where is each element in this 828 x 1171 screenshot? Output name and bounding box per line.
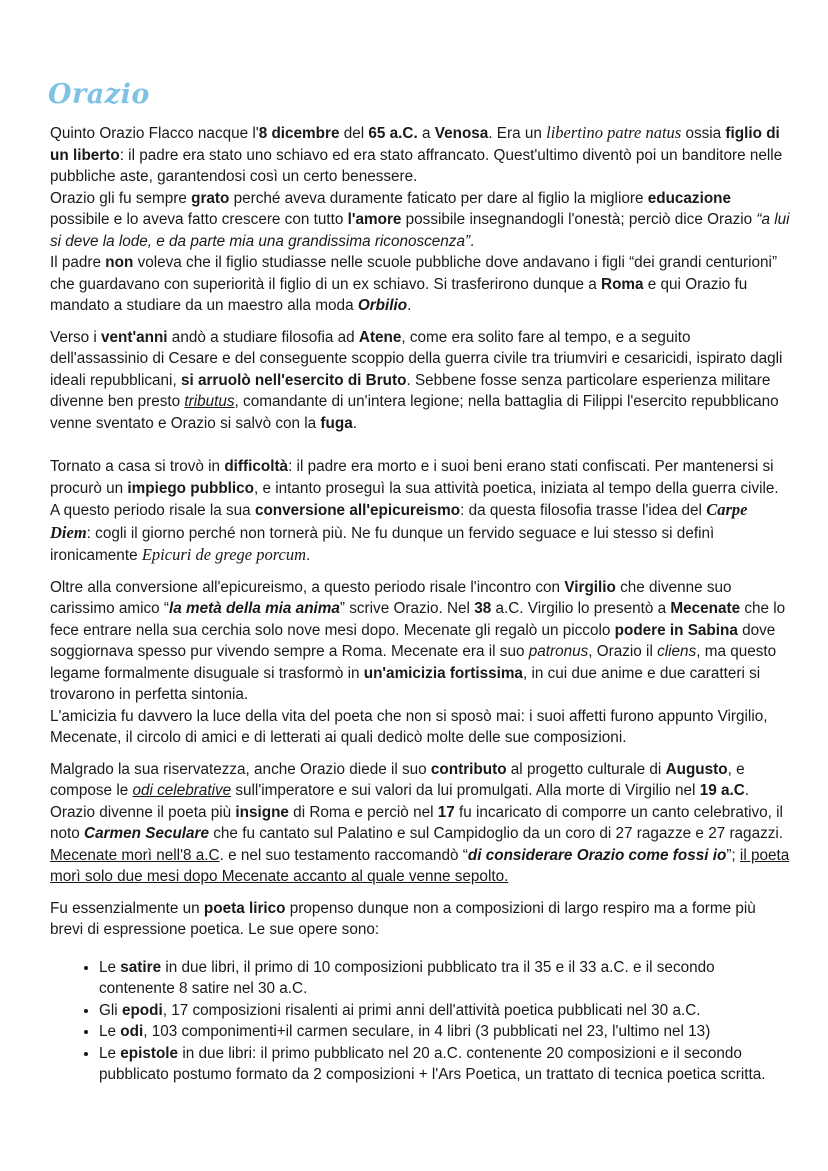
paragraph-works-intro xyxy=(50,898,790,941)
bold-term: l'amore xyxy=(347,211,402,228)
paragraph-birth xyxy=(50,122,790,317)
bold-term: si arruolò nell'esercito di Bruto xyxy=(180,371,407,389)
latin-phrase: libertino patre natus xyxy=(546,123,682,142)
text: a xyxy=(417,125,435,142)
text: ” scrive Orazio. Nel xyxy=(339,600,475,617)
quote: “a lui si deve la lode, e da parte mia una grandissima riconoscenza” xyxy=(50,211,790,250)
text: : da questa filosofia trasse l'idea del xyxy=(460,502,707,519)
bold-term: Virgilio xyxy=(564,578,616,596)
bold-term: Roma xyxy=(601,275,644,293)
italic-underlined-term: odi celebrative xyxy=(132,782,232,799)
text: Gli xyxy=(99,1001,122,1019)
text: , Orazio il xyxy=(588,643,658,660)
bold-term: satire xyxy=(120,958,162,976)
page-title: Orazio xyxy=(48,79,150,110)
text: , come era solito fare al tempo, e a seguito dell'assassinio di Cesare e del conseguente scoppio della guerra civile tra triumviri e cesaricidi, ispirato dagli ideali repubblicani, xyxy=(50,328,783,389)
bold-term: epistole xyxy=(120,1044,179,1062)
bold-italic-quote: di considerare Orazio come fossi io xyxy=(467,846,727,864)
text: che divenne suo carissimo amico “ xyxy=(50,578,732,617)
bold-term: poeta lirico xyxy=(203,899,286,917)
document-page xyxy=(50,78,790,1086)
bold-italic-title: Carmen Seculare xyxy=(84,825,210,842)
text: L'amicizia fu davvero la luce della vita del poeta che non si sposò mai: i suoi affetti furono appunto Virgilio, Mecenate, il circolo di amici e di letterati ai quali dedicò molte delle sue composizioni. xyxy=(50,707,768,746)
text: . Sebbene fosse senza particolare esperienza militare divenne ben presto xyxy=(50,371,771,410)
bold-term: difficoltà xyxy=(224,458,289,475)
text: Verso i xyxy=(50,328,102,346)
bold-term: contributo xyxy=(430,760,507,778)
text: possibile e lo aveva fatto crescere con tutto xyxy=(50,211,348,228)
bold-term: educazione xyxy=(647,189,732,207)
text: , e intanto proseguì la sua attività poetica, iniziata al tempo della guerra civile. A questo periodo risale la sua xyxy=(50,479,779,519)
text: che fu cantato sul Palatino e sul Campidoglio da un coro di 27 ragazze e 27 ragazzi. xyxy=(209,825,784,842)
text: del xyxy=(339,125,369,142)
underlined-text: il poeta morì solo due mesi dopo Mecenate accanto al quale venne sepolto. xyxy=(50,846,790,885)
bold-term: conversione all'epicureismo xyxy=(254,502,461,519)
text: Il padre xyxy=(50,254,106,271)
latin-phrase: Epicuri de grege porcum xyxy=(141,545,307,564)
text: Malgrado la sua riservatezza, anche Orazio diede il suo xyxy=(50,760,431,778)
text: . xyxy=(407,297,412,314)
list-item xyxy=(99,1043,790,1086)
text: in due libri, il primo di 10 composizioni pubblicato tra il 35 e il 33 a.C. e il secondo contenente 8 satire nel 30 a.C. xyxy=(99,958,715,997)
text: : il padre era stato uno schiavo ed era stato affrancato. Quest'ultimo diventò poi un banditore nelle pubbliche aste, garantendosi così un certo benessere. xyxy=(50,146,783,185)
text: , e compose le xyxy=(50,760,745,799)
text: , in cui due anime e due caratteri si trovarono in perfetta sintonia. xyxy=(50,664,761,703)
text: : cogli il giorno perché non tornerà più. Ne fu dunque un fervido seguace e lui stesso si definì ironicamente xyxy=(50,524,715,564)
text: Fu essenzialmente un xyxy=(50,899,204,917)
bold-term: epodi xyxy=(121,1001,163,1019)
text: al progetto culturale di xyxy=(506,760,666,778)
bold-term: 19 a.C xyxy=(699,782,745,799)
paragraph-augustus xyxy=(50,759,790,888)
text: , comandante di un'intera legione; nella battaglia di Filippi l'esercito repubblicano venne sventato e Orazio si salvò con la xyxy=(50,393,779,432)
paragraph-athens xyxy=(50,327,790,435)
bold-term: grato xyxy=(191,189,230,207)
text: dove soggiornava spesso pur vivendo sempre a Roma. Mecenate era il suo xyxy=(50,621,776,660)
text: sull'imperatore e sui valori da lui promulgati. Alla morte di Virgilio nel xyxy=(231,782,700,799)
bold-term: impiego pubblico xyxy=(127,479,255,497)
bold-term: un'amicizia fortissima xyxy=(363,664,523,682)
italic-underlined-term: tributus xyxy=(184,393,235,410)
text: . e nel suo testamento raccomandò “ xyxy=(219,846,468,864)
text: a.C. Virgilio lo presentò a xyxy=(491,600,671,617)
bold-term: non xyxy=(105,254,134,271)
underlined-text: Mecenate morì nell'8 a.C xyxy=(50,846,220,864)
text: , ma questo legame formalmente disuguale si trasformò in xyxy=(50,643,777,682)
text: . xyxy=(352,414,357,432)
text: Tornato a casa si trovò in xyxy=(50,458,225,475)
text: ”; xyxy=(726,846,740,864)
text: . xyxy=(470,232,475,250)
text: Le xyxy=(99,1044,121,1062)
bold-term: figlio di un liberto xyxy=(50,125,780,164)
bold-term: fuga xyxy=(320,414,353,432)
list-item xyxy=(99,1021,790,1043)
bold-term: Atene xyxy=(358,328,402,346)
bold-term: 17 xyxy=(437,803,455,821)
text: fu incaricato di comporre un canto celebrativo, il noto xyxy=(50,803,783,842)
text: in due libri: il primo pubblicato nel 20 a.C. contenente 20 composizioni e il secondo pubblicato postumo formato da 2 composizioni + l'Ars Poetica, un trattato di tecnica poetica scritta. xyxy=(99,1044,766,1083)
text: . xyxy=(306,547,311,564)
text: che lo fece entrare nella sua cerchia solo nove mesi dopo. Mecenate gli regalò un piccolo xyxy=(50,600,786,639)
bold-term: Mecenate xyxy=(670,600,741,617)
text: , 17 composizioni risalenti ai primi anni dell'attività poetica pubblicati nel 30 a.C. xyxy=(162,1001,701,1019)
bold-year: 65 a.C. xyxy=(368,125,418,142)
text: Oltre alla conversione all'epicureismo, a questo periodo risale l'incontro con xyxy=(50,578,565,596)
text: , 103 componimenti+il carmen seculare, in 4 libri (3 pubblicati nel 23, l'ultimo nel 13) xyxy=(143,1023,711,1040)
list-item xyxy=(99,1000,790,1022)
italic-term: patronus xyxy=(528,643,589,660)
text: Le xyxy=(99,958,121,976)
text: Le xyxy=(99,1023,121,1040)
text: Quinto Orazio Flacco nacque l' xyxy=(50,125,259,142)
text: : il padre era morto e i suoi beni erano stati confiscati. Per mantenersi si procurò un xyxy=(50,458,774,497)
text: voleva che il figlio studiasse nelle scuole pubbliche dove andavano i figli “dei grandi centurioni” che guardavano con superiorità il figlio di un ex schiavo. Si trasferirono dunque a xyxy=(50,254,778,293)
bold-italic-quote: la metà della mia anima xyxy=(169,600,340,617)
text: propenso dunque non a composizioni di largo respiro ma a forme più brevi di espressione poetica. Le sue opere sono: xyxy=(50,899,756,938)
text: Orazio gli fu sempre xyxy=(50,189,192,207)
bold-term: odi xyxy=(120,1023,144,1040)
text: possibile insegnandogli l'onestà; perciò dice Orazio xyxy=(401,211,757,228)
italic-term: cliens xyxy=(657,643,697,660)
text: perché aveva duramente faticato per dare al figlio la migliore xyxy=(229,189,648,207)
text: e qui Orazio fu mandato a studiare da un maestro alla moda xyxy=(50,275,748,314)
text: ossia xyxy=(681,125,726,142)
bold-place: Venosa xyxy=(434,125,489,142)
text: di Roma e perciò nel xyxy=(288,803,438,821)
paragraph-epicureanism xyxy=(50,456,790,567)
bold-term: 38 xyxy=(474,600,492,617)
paragraph-virgil-maecenas xyxy=(50,577,790,749)
bold-date: 8 dicembre xyxy=(258,125,340,142)
text: . Era un xyxy=(488,125,547,142)
works-list xyxy=(50,957,790,1086)
bold-italic-name: Orbilio xyxy=(357,297,408,314)
carpe-diem-phrase: Carpe Diem xyxy=(50,500,748,542)
list-item xyxy=(99,957,790,1000)
bold-term: vent'anni xyxy=(101,328,168,346)
text: . Orazio divenne il poeta più xyxy=(50,782,750,821)
bold-term: Augusto xyxy=(665,760,728,778)
bold-term: podere in Sabina xyxy=(614,621,738,639)
text: andò a studiare filosofia ad xyxy=(167,328,359,346)
bold-term: insigne xyxy=(235,803,289,821)
